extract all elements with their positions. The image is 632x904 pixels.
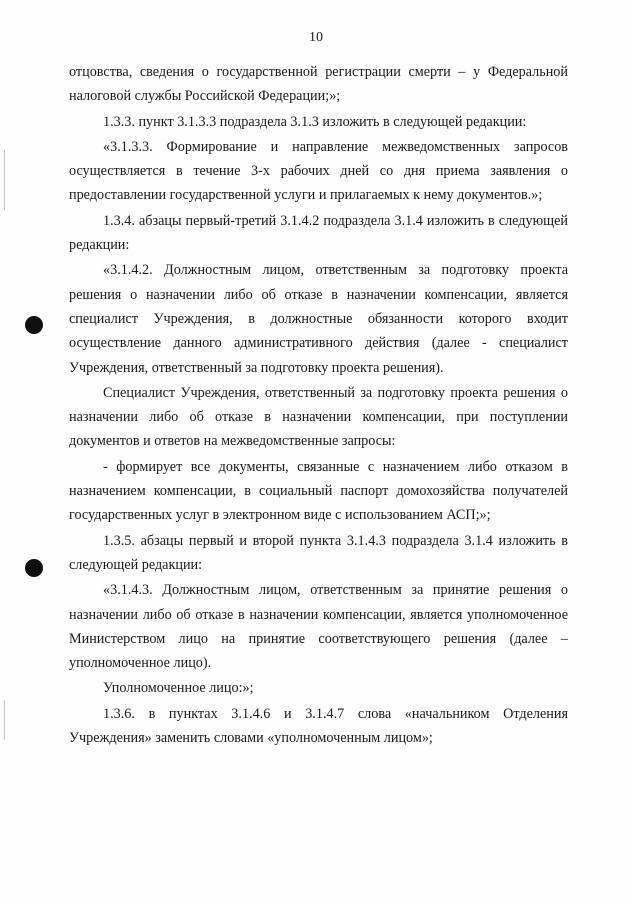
paragraph-authorized-person: Уполномоченное лицо:»;: [103, 680, 254, 697]
punch-hole: [25, 559, 43, 577]
paragraph-quote-3-1-4-2: «3.1.4.2. Должностным лицом, ответственным за подготовку проекта решения о назначении либо об отказе в назначении компенсации, является специалист Учреждения, в должностные обязанности которого входит осуществление данного административного действия (далее - специалист Учреждения, ответственный за подготовку проекта решения).: [69, 262, 568, 376]
paragraph-dash-item: - формирует все документы, связанные с назначением либо отказом в назначением компенсации, в социальный паспорт домохозяйства получателей государственных услуг в электронном виде с использованием АСП;»;: [69, 458, 568, 524]
punch-hole: [25, 316, 43, 334]
scan-margin-mark: [4, 700, 5, 740]
paragraph-item-1-3-5: 1.3.5. абзацы первый и второй пункта 3.1.4.3 подраздела 3.1.4 изложить в следующей редакции:: [69, 532, 568, 573]
paragraph-item-1-3-3: 1.3.3. пункт 3.1.3.3 подраздела 3.1.3 изложить в следующей редакции:: [103, 113, 527, 130]
paragraph-specialist: Специалист Учреждения, ответственный за подготовку проекта решения о назначении либо об отказе в назначении компенсации, при поступлении документов и ответов на межведомственные запросы:: [69, 384, 568, 450]
paragraph-continuation: отцовства, сведения о государственной регистрации смерти – у Федеральной налоговой службы Российской Федерации;»;: [69, 64, 568, 105]
paragraph-item-1-3-4: 1.3.4. абзацы первый-третий 3.1.4.2 подраздела 3.1.4 изложить в следующей редакции:: [69, 212, 568, 254]
paragraph-quote-3-1-3-3: «3.1.3.3. Формирование и направление межведомственных запросов осуществляется в течение 3-х рабочих дней со дня приема заявления о предоставлении государственной услуги и прилагаемых к нему документов.»;: [69, 138, 568, 204]
document-body: [69, 60, 568, 750]
paragraph-quote-3-1-4-3: «3.1.4.3. Должностным лицом, ответственным за принятие решения о назначении либо об отказе в назначении компенсации, является уполномоченное Министерством лицо на принятие соответствующего решения (далее – уполномоченное лицо).: [69, 582, 568, 672]
paragraph-item-1-3-6: 1.3.6. в пунктах 3.1.4.6 и 3.1.4.7 слова «начальником Отделения Учреждения» заменить словами «уполномоченным лицом»;: [69, 705, 568, 747]
page-number: 10: [309, 30, 323, 45]
scan-margin-mark: [4, 150, 5, 210]
